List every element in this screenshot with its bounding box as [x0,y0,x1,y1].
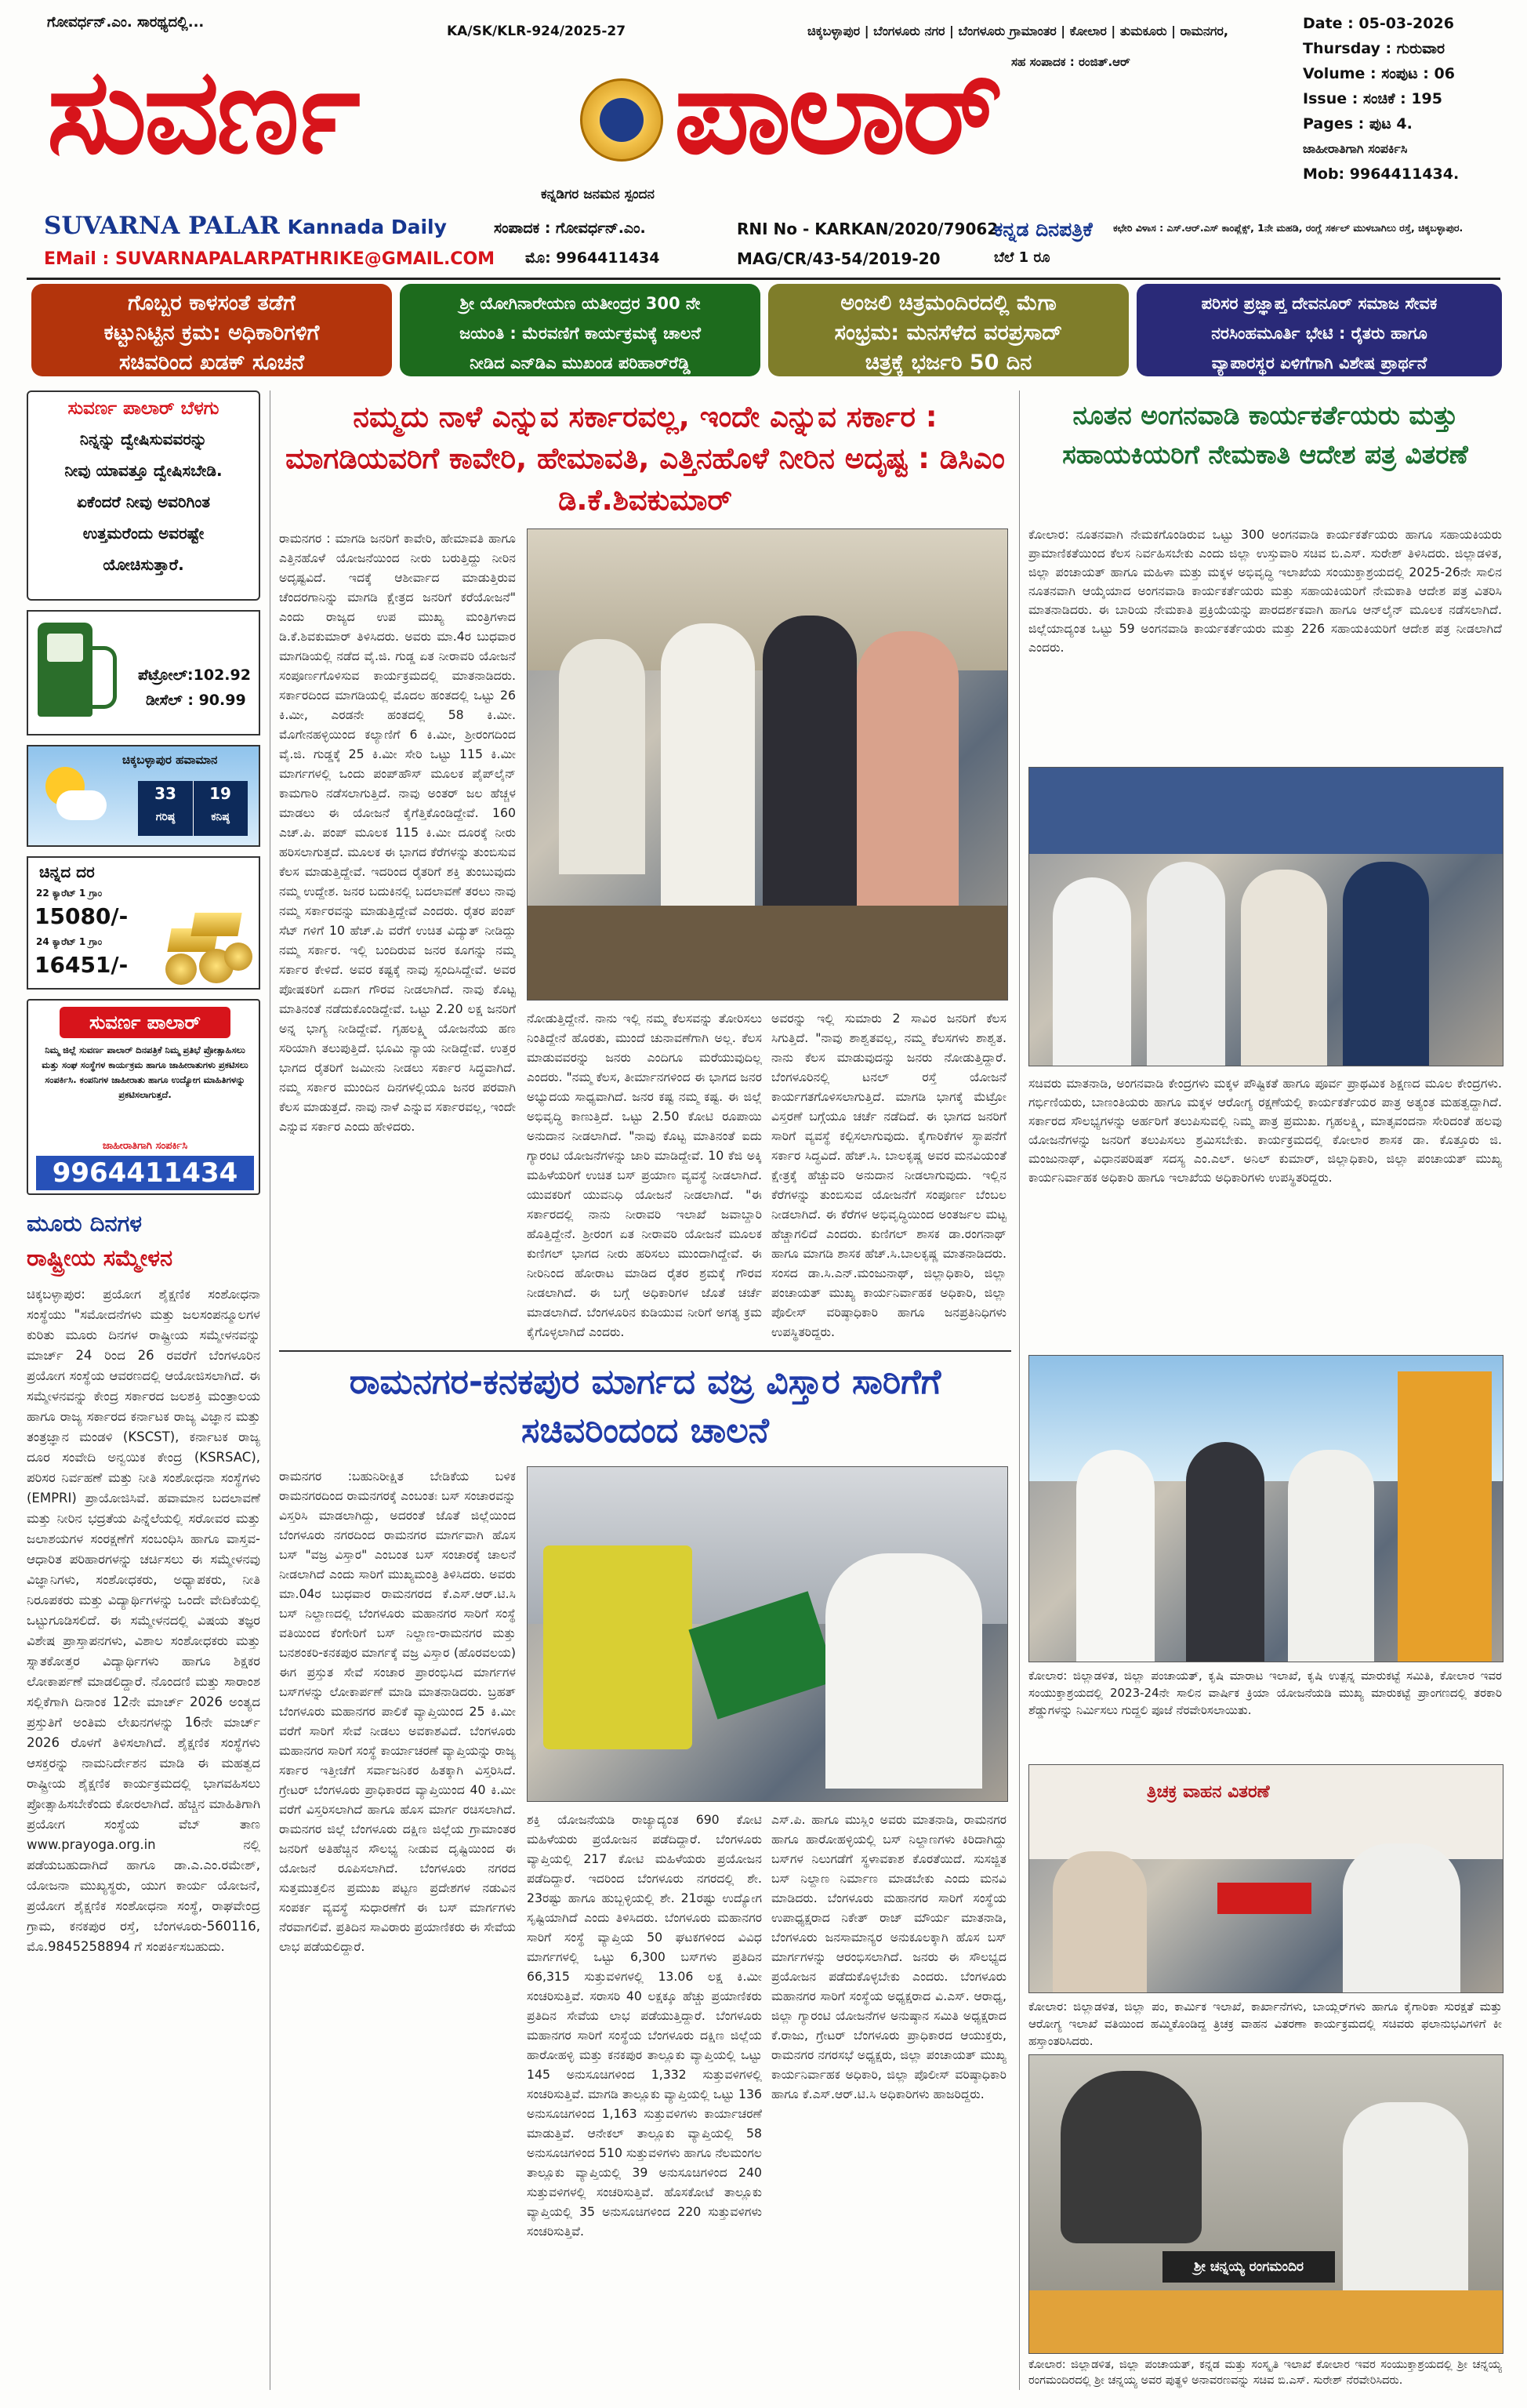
promo-box-fertilizer[interactable] [31,284,392,376]
thought-line: ಯೋಚಿಸುತ್ತಾರೆ. [103,555,184,574]
kannada-daily: ಕನ್ನಡ ದಿನಪತ್ರಿಕೆ [994,218,1093,241]
registration-number: KA/SK/KLR-924/2025-27 [447,24,626,39]
temp-max: 33 [154,784,176,803]
classified-phone[interactable]: 9964411434 [36,1156,254,1190]
statue-photo [1028,2054,1503,2354]
market-shed-photo [1028,1355,1503,1662]
tricycle-caption: ಕೋಲಾರ: ಜಿಲ್ಲಾಡಳಿತ, ಜಿಲ್ಲಾ ಪಂ, ಕಾರ್ಮಿಕ ಇಲಾಖೆ, ಕಾರ್ಖಾನೆಗಳು, ಬಾಯ್ಲರ್‌ಗಳು ಹಾಗೂ ಕೈಗಾರಿಕಾ ಸುರಕ್ಷತೆ ಮತ್ತು ಆರೋಗ್ಯ ಇಲಾಖೆ ವತಿಯಿಂದ ಹಮ್ಮಿಕೊಂಡಿದ್ದ ತ್ರಿಚಕ್ರ ವಾಹನ ವಿತರಣಾ ಕಾರ್ಯಕ್ರಮದಲ್ಲಿ ಸಚಿವರು ಫಲಾನುಭವಿಗಳಿಗೆ ಕೀ ಹಸ್ತಾಂತರಿಸಿದರು. [1028,1999,1502,2048]
temp-min-label: ಕನಿಷ್ಠ [211,811,230,823]
gold-22-price: 15080/- [34,903,129,929]
masthead-emblem [580,78,663,162]
story1-column-3: ಅವರನ್ನು ಇಲ್ಲಿ ಸುಮಾರು 2 ಸಾವಿರ ಜನರಿಗೆ ಕೆಲಸ ಸಿಗುತ್ತಿದೆ. "ನಾವು ಶಾಶ್ವತವಲ್ಲ, ನಮ್ಮ ಕೆಲಸಗಳು ಶಾಶ್ವತ. ನಾನು ಕೆಲಸ ಮಾಡುವುದನ್ನು ಜನರು ನೋಡುತ್ತಿದ್ದಾರೆ. ಬೆಂಗಳೂರಿನಲ್ಲಿ ಟನಲ್ ರಸ್ತೆ ಯೋಜನೆ ಕಾರ್ಯಗತಗೊಳಿಸಲಾಗುತ್ತಿದೆ. ಮಾಗಡಿ ಭಾಗಕ್ಕೆ ಮೆಟ್ರೋ ವಿಸ್ತರಣೆ ಬಗ್ಗೆಯೂ ಚರ್ಚೆ ನಡೆದಿದೆ. ಈ ಭಾಗದ ಜನರಿಗೆ ಸಾರಿಗೆ ವ್ಯವಸ್ಥೆ ಕಲ್ಪಿಸಲಾಗುವುದು. ಕೈಗಾರಿಕೆಗಳ ಸ್ಥಾಪನೆಗೆ ಸರ್ಕಾರ ಸಿದ್ಧವಿದೆ. ಹೆಚ್.ಸಿ. ಬಾಲಕೃಷ್ಣ ಅವರ ಮನವಿಯಂತೆ ಕ್ಷೇತ್ರಕ್ಕೆ ಹೆಚ್ಚುವರಿ ಅನುದಾನ ನೀಡಲಾಗುವುದು. ಇಲ್ಲಿನ ಕೆರೆಗಳನ್ನು ತುಂಬಿಸುವ ಯೋಜನೆಗೆ ಸಂಪೂರ್ಣ ಬೆಂಬಲ ನೀಡಲಾಗಿದೆ. ಈ ಕೆರೆಗಳ ಅಭಿವೃದ್ಧಿಯಿಂದ ಅಂತರ್ಜಲ ಮಟ್ಟ ಹೆಚ್ಚಾಗಲಿದೆ ಎಂದರು. ಕುಣಿಗಲ್ ಶಾಸಕ ಡಾ.ರಂಗನಾಥ್ ಹಾಗೂ ಮಾಗಡಿ ಶಾಸಕ ಹೆಚ್.ಸಿ.ಬಾಲಕೃಷ್ಣ ಮಾತನಾಡಿದರು. ಸಂಸದ ಡಾ.ಸಿ.ಎನ್.ಮಂಜುನಾಥ್, ಜಿಲ್ಲಾಧಿಕಾರಿ, ಜಿಲ್ಲಾ ಪಂಚಾಯತ್ ಮುಖ್ಯ ಕಾರ್ಯನಿರ್ವಾಹಕ ಅಧಿಕಾರಿ, ಜಿಲ್ಲಾ ಪೊಲೀಸ್ ವರಿಷ್ಠಾಧಿಕಾರಿ ಹಾಗೂ ಜನಪ್ರತಿನಿಧಿಗಳು ಉಪಸ್ಥಿತರಿದ್ದರು. [771,1011,1007,1339]
temperature-panel [138,781,248,836]
gold-title: ಚಿನ್ನದ ದರ [39,863,95,881]
rni-number: RNI No - KARKAN/2020/79062 [737,220,999,238]
price: ಬೆಲೆ 1 ರೂ [994,249,1050,266]
thought-box [27,390,260,601]
promo-line: ಪರಿಸರ ಪ್ರಜ್ಞಾಪ್ತ ದೇವನೂರ್ ಸಮಾಜ ಸೇವಕ [1201,294,1438,313]
promo-line: ನರಸಿಂಹಮೂರ್ತಿ ಭೇಟಿ : ರೈತರು ಹಾಗೂ [1211,324,1427,343]
left-story-headline [27,1206,260,1275]
thought-line: ಏಕೆಂದರೆ ನೀವು ಅವರಿಗಿಂತ [77,492,210,511]
tricycle-photo [1028,1764,1503,1993]
promo-line: ಸಚಿವರಿಂದ ಖಡಕ್ ಸೂಚನೆ [118,350,305,375]
masthead-subbar [0,205,1527,279]
promo-line: ಚಿತ್ರಕ್ಕೆ ಭರ್ಜರಿ 50 ದಿನ [865,350,1032,375]
promo-line: ವ್ಯಾಪಾರಸ್ಥರ ಏಳಿಗೆಗಾಗಿ ವಿಶೇಷ ಪ್ರಾರ್ಥನೆ [1211,354,1427,372]
story2-column-2: ಶಕ್ತಿ ಯೋಜನೆಯಡಿ ರಾಜ್ಯಾದ್ಯಂತ 690 ಕೋಟಿ ಮಹಿಳೆಯರು ಪ್ರಯೋಜನ ಪಡೆದಿದ್ದಾರೆ. ಬೆಂಗಳೂರು ವ್ಯಾಪ್ತಿಯಲ್ಲಿ 217 ಕೋಟಿ ಮಹಿಳೆಯರು ಪ್ರಯೋಜನ ಪಡೆದಿದ್ದಾರೆ. ಇದರಿಂದ ಬೆಂಗಳೂರು ನಗರದಲ್ಲಿ ಶೇ. 23ರಷ್ಟು ಹಾಗೂ ಹುಬ್ಬಳ್ಳಿಯಲ್ಲಿ ಶೇ. 21ರಷ್ಟು ಉದ್ಯೋಗ ಸೃಷ್ಟಿಯಾಗಿದೆ ಎಂದು ತಿಳಿಸಿದರು. ಬೆಂಗಳೂರು ಮಹಾನಗರ ಸಾರಿಗೆ ಸಂಸ್ಥೆ ವ್ಯಾಪ್ತಿಯ 50 ಘಟಕಗಳಿಂದ ವಿವಿಧ ಮಾರ್ಗಗಳಲ್ಲಿ ಒಟ್ಟು 6,300 ಬಸ್‌ಗಳು ಪ್ರತಿದಿನ 66,315 ಸುತ್ತುವಳಿಗಳಲ್ಲಿ 13.06 ಲಕ್ಷ ಕಿ.ಮೀ ಸಂಚರಿಸುತ್ತಿವೆ. ಸರಾಸರಿ 40 ಲಕ್ಷಕ್ಕೂ ಹೆಚ್ಚು ಪ್ರಯಾಣಿಕರು ಪ್ರತಿದಿನ ಸೇವೆಯ ಲಾಭ ಪಡೆಯುತ್ತಿದ್ದಾರೆ. ಬೆಂಗಳೂರು ಮಹಾನಗರ ಸಾರಿಗೆ ಸಂಸ್ಥೆಯ ಬೆಂಗಳೂರು ದಕ್ಷಿಣ ಜಿಲ್ಲೆಯ ಹಾರೋಹಳ್ಳಿ ಮತ್ತು ಕನಕಪುರ ತಾಲ್ಲೂಕು ವ್ಯಾಪ್ತಿಯಲ್ಲಿ ಒಟ್ಟು 145 ಅನುಸೂಚಿಗಳಿಂದ 1,332 ಸುತ್ತುವಳಿಗಳಲ್ಲಿ ಸಂಚರಿಸುತ್ತಿವೆ. ಮಾಗಡಿ ತಾಲ್ಲೂಕು ವ್ಯಾಪ್ತಿಯಲ್ಲಿ ಒಟ್ಟು 136 ಅನುಸೂಚಿಗಳಿಂದ 1,163 ಸುತ್ತುವಳಿಗಳು ಕಾರ್ಯಾಚರಣೆ ಮಾಡುತ್ತಿವೆ. ಆನೇಕಲ್ ತಾಲ್ಲೂಕು ವ್ಯಾಪ್ತಿಯಲ್ಲಿ 58 ಅನುಸೂಚಿಗಳಿಂದ 510 ಸುತ್ತುವಳಿಗಳು ಹಾಗೂ ನೆಲಮಂಗಲ ತಾಲ್ಲೂಕು ವ್ಯಾಪ್ತಿಯಲ್ಲಿ 39 ಅನುಸೂಚಿಗಳಿಂದ 240 ಸುತ್ತುವಳಿಗಳಲ್ಲಿ ಸಂಚರಿಸುತ್ತಿವೆ. ಹೊಸಕೋಟೆ ತಾಲ್ಲೂಕು ವ್ಯಾಪ್ತಿಯಲ್ಲಿ 35 ಅನುಸೂಚಿಗಳಿಂದ 220 ಸುತ್ತುವಳಿಗಳು ಸಂಚರಿಸುತ್ತಿವೆ. [527,1812,762,2239]
gold-24-price: 16451/- [34,952,129,978]
thought-line: ನೀವು ಯಾವತ್ತೂ ದ್ವೇಷಿಸಬೇಡಿ. [64,461,223,480]
promo-line: ಜಯಂತಿ : ಮೆರವಣಿಗೆ ಕಾರ್ಯಕ್ರಮಕ್ಕೆ ಚಾಲನೆ [459,324,701,343]
thought-line: ನಿನ್ನನ್ನು ದ್ವೇಷಿಸುವವರನ್ನು [79,430,208,449]
editor-mobile: ಮೊ: 9964411434 [525,249,660,267]
classified-title: ಸುವರ್ಣ ಪಾಲಾರ್ [60,1007,230,1038]
weather-box [27,745,260,847]
gold-price-box [27,856,260,990]
statue-caption: ಕೋಲಾರ: ಜಿಲ್ಲಾಡಳಿತ, ಜಿಲ್ಲಾ ಪಂಚಾಯತ್, ಕನ್ನಡ ಮತ್ತು ಸಂಸ್ಕೃತಿ ಇಲಾಖೆ ಕೋಲಾರ ಇವರ ಸಂಯುಕ್ತಾಶ್ರಯದಲ್ಲಿ ಶ್ರೀ ಚನ್ನಯ್ಯ ರಂಗಮಂದಿರದಲ್ಲಿ ಶ್ರೀ ಚನ್ನಯ್ಯ ಅವರ ಪುತ್ಥಳಿ ಅನಾವರಣವನ್ನು ಸಚಿವ ಬಿ.ಎಸ್. ಸುರೇಶ್ ನೆರವೇರಿಸಿದರು. [1028,2359,1502,2387]
logo-left-word: ಸುವರ್ಣ [47,44,357,180]
promo-line: ಸಂಭ್ರಮ: ಮನಸೆಳೆದ ವರಪ್ರಸಾದ್ [834,321,1063,345]
sun-cloud-icon [38,764,108,826]
thought-text [36,423,251,580]
brand-daily: Kannada Daily [287,216,447,238]
email-address[interactable]: EMail : SUVARNAPALARPATHRIKE@GMAIL.COM [44,249,495,269]
anganwadi-photo [1028,767,1503,1066]
promo-line: ನೀಡಿದ ಎನ್‌ಡಿಎ ಮುಖಂಡ ಪರಿಹಾರ್‌ರೆಡ್ಡಿ [470,354,691,372]
classified-text: ನಿಮ್ಮ ಜಿಲ್ಲೆ ಸುವರ್ಣ ಪಾಲಾರ್ ದಿನಪತ್ರಿಕೆ ನಿಮ್ಮ ಪ್ರತಿಭೆ ಪ್ರೋತ್ಸಾಹಿಸಲು ಮತ್ತು ಸಂಘ ಸಂಸ್ಥೆಗಳ ಕಾರ್ಯಕ್ರಮ ಹಾಗೂ ಜಾಹೀರಾತುಗಳು ಪ್ರಕಟಿಸಲು ಸಂಪರ್ಕಿಸಿ. ಕಂಪನಿಗಳ ಜಾಹೀರಾತು ಹಾಗೂ ಉದ್ಯೋಗ ಮಾಹಿತಿಗಳನ್ನು ಪ್ರಕಟಿಸಲಾಗುತ್ತದೆ. [42,1044,248,1100]
market-shed-caption: ಕೋಲಾರ: ಜಿಲ್ಲಾಡಳಿತ, ಜಿಲ್ಲಾ ಪಂಚಾಯತ್, ಕೃಷಿ ಮಾರಾಟ ಇಲಾಖೆ, ಕೃಷಿ ಉತ್ಪನ್ನ ಮಾರುಕಟ್ಟೆ ಸಮಿತಿ, ಕೋಲಾರ ಇವರ ಸಂಯುಕ್ತಾಶ್ರಯದಲ್ಲಿ 2023-24ನೇ ಸಾಲಿನ ವಾರ್ಷಿಕ ಕ್ರಿಯಾ ಯೋಜನೆಯಡಿ ಮುಖ್ಯ ಮಾರುಕಟ್ಟೆ ಪ್ರಾಂಗಣದಲ್ಲಿ ತರಕಾರಿ ಶೆಡ್ಡುಗಳನ್ನು ನಿರ್ಮಿಸಲು ಗುದ್ದಲಿ ಪೂಜೆ ನೆರವೇರಿಸಲಾಯಿತು. [1028,1669,1502,1717]
tricycle-banner: ತ್ರಿಚಕ್ರ ವಾಹನ ವಿತರಣೆ [1147,1782,1270,1802]
promo-box-jayanti[interactable] [400,284,760,376]
right-headline: ನೂತನ ಅಂಗನವಾಡಿ ಕಾರ್ಯಕರ್ತೆಯರು ಮತ್ತು ಸಹಾಯಕಿಯರಿಗೆ ನೇಮಕಾತಿ ಆದೇಶ ಪತ್ರ ವಿತರಣೆ [1062,400,1468,470]
story2-photo [527,1466,1008,1802]
mag-number: MAG/CR/43-54/2019-20 [737,249,941,268]
districts-list: ಚಿಕ್ಕಬಳ್ಳಾಪುರ | ಬೆಂಗಳೂರು ನಗರ | ಬೆಂಗಳೂರು ಗ್ರಾಮಾಂತರ | ಕೋಲಾರ | ತುಮಕೂರು | ರಾಮನಗರ, [807,24,1228,38]
issue-day: Thursday : ಗುರುವಾರ [1303,40,1445,57]
story2-headline: ರಾಮನಗರ-ಕನಕಪುರ ಮಾರ್ಗದ ವಜ್ರ ವಿಸ್ತಾರ ಸಾರಿಗೆಗೆ ಸಚಿವರಿಂದಂದ ಚಾಲನೆ [349,1362,941,1451]
classified-contact-label: ಜಾಹೀರಾತಿಗಾಗಿ ಸಂಪರ್ಕಿಸಿ [102,1140,188,1152]
promo-line: ಅಂಜಲಿ ಚಿತ್ರಮಂದಿರದಲ್ಲಿ ಮೆಗಾ [840,291,1057,315]
mobile-number: Mob: 9964411434. [1303,165,1460,183]
left-story-body: ಚಿಕ್ಕಬಳ್ಳಾಪುರ: ಪ್ರಯೋಗ ಶೈಕ್ಷಣಿಕ ಸಂಶೋಧನಾ ಸಂಸ್ಥೆಯು "ಸಮೋದನೆಗಳು ಮತ್ತು ಜಲಸಂಪನ್ಮೂಲಗಳ ಕುರಿತು ಮೂರು ದಿನಗಳ ರಾಷ್ಟ್ರೀಯ ಸಮ್ಮೇಳನವನ್ನು ಮಾರ್ಚ್ 24 ರಿಂದ 26 ರವರೆಗೆ ಬೆಂಗಳೂರಿನ ಪ್ರಯೋಗ ಸಂಸ್ಥೆಯ ಆವರಣದಲ್ಲಿ ಆಯೋಜಿಸಲಾಗಿದೆ. ಈ ಸಮ್ಮೇಳನವನ್ನು ಕೇಂದ್ರ ಸರ್ಕಾರದ ಜಲಶಕ್ತಿ ಮಂತ್ರಾಲಯ ಹಾಗೂ ರಾಜ್ಯ ಸರ್ಕಾರದ ಕರ್ನಾಟಕ ರಾಜ್ಯ ವಿಜ್ಞಾನ ಮತ್ತು ತಂತ್ರಜ್ಞಾನ ಮಂಡಳಿ (KSCST), ಕರ್ನಾಟಕ ರಾಜ್ಯ ದೂರ ಸಂವೇದಿ ಅನ್ವಯಿಕ ಕೇಂದ್ರ (KSRSAC), ಪರಿಸರ ನಿರ್ವಹಣೆ ಮತ್ತು ನೀತಿ ಸಂಶೋಧನಾ ಸಂಸ್ಥೆಗಳು (EMPRI) ಪ್ರಾಯೋಜಿಸಿವೆ. ಹವಾಮಾನ ಬದಲಾವಣೆ ಮತ್ತು ನೀರಿನ ಭದ್ರತೆಯ ಪಿನ್ನೆಲೆಯಲ್ಲಿ ಸರೋವರ ಮತ್ತು ಜಲಾಶಯಗಳ ಸಂರಕ್ಷಣೆಗೆ ಸಂಬಂಧಿಸಿ ಹಾಗೂ ವಾಸ್ತವ-ಆಧಾರಿತ ಪರಿಹಾರಗಳನ್ನು ಚರ್ಚಿಸಲು ಈ ಸಮ್ಮೇಳನವು ವಿಜ್ಞಾನಿಗಳು, ಸಂಶೋಧಕರು, ಅಧ್ಯಾಪಕರು, ನೀತಿ ನಿರೂಪಕರು ಮತ್ತು ವಿದ್ಯಾರ್ಥಿಗಳನ್ನು ಒಂದೇ ವೇದಿಕೆಯಲ್ಲಿ ಒಟ್ಟುಗೂಡಿಸಲಿದೆ. ಈ ಸಮ್ಮೇಳನದಲ್ಲಿ ವಿಷಯ ತಜ್ಞರ ವಿಶೇಷ ಪ್ರಾಸ್ತಾಪನಗಳು, ವಿಶಾಲ ಸಂಶೋಧಕರು ಮತ್ತು ಸ್ನಾತಕೋತ್ತರ ವಿದ್ಯಾರ್ಥಿಗಳು ಹಾಗೂ ಶಿಕ್ಷಕರ ಲೋಕಾರ್ಪಣೆ ಮಾಡಲಿದ್ದಾರೆ. ನೊಂದಣಿ ಮತ್ತು ಸಾರಾಂಶ ಸಲ್ಲಿಕೆಗಾಗಿ ದಿನಾಂಕ 12ನೇ ಮಾರ್ಚ್ 2026 ಅಂತ್ಯದ ಪ್ರಸ್ತುತಿಗೆ ಅಂತಿಮ ಲೇಖನಗಳನ್ನು 16ನೇ ಮಾರ್ಚ್ 2026 ರೊಳಗೆ ತಿಳಿಸಲಾಗಿದೆ. ಶೈಕ್ಷಣಿಕ ಸಂಸ್ಥೆಗಳು ಆಸಕ್ತರನ್ನು ನಾಮನಿರ್ದೇಶನ ಮಾಡಿ ಈ ಮಹತ್ವದ ರಾಷ್ಟ್ರೀಯ ಶೈಕ್ಷಣಿಕ ಕಾರ್ಯಕ್ರಮದಲ್ಲಿ ಭಾಗವಹಿಸಲು ಪ್ರೋತ್ಸಾಹಿಸಬೇಕೆಂದು ಕೋರಲಾಗಿದೆ. ಹೆಚ್ಚಿನ ಮಾಹಿತಿಗಾಗಿ ಪ್ರಯೋಗ ಸಂಸ್ಥೆಯ ವೆಬ್ ತಾಣ www.prayoga.org.in ನಲ್ಲಿ ಪಡೆಯಬಹುದಾಗಿದೆ ಹಾಗೂ ಡಾ.ಎ.ಎಂ.ರಮೇಶ್, ಯೋಜನಾ ಮುಖ್ಯಸ್ಥರು, ಯುಗ ಕಾರ್ಯ ಯೋಜನೆ, ಪ್ರಯೋಗ ಶೈಕ್ಷಣಿಕ ಸಂಶೋಧನಾ ಸಂಸ್ಥೆ, ರಾಘವೇಂದ್ರ ಗ್ರಾಮ, ಕನಕಪುರ ರಸ್ತೆ, ಬೆಂಗಳೂರು-560116, ಮೊ.9845258894 ಗೆ ಸಂಪರ್ಕಿಸಬಹುದು. [27,1287,260,1954]
gold-22-label: 22 ಕ್ಯಾರೆಟ್ 1 ಗ್ರಾಂ [36,888,103,899]
masthead-rule [27,278,1500,280]
promo-line: ಗೊಬ್ಬರ ಕಾಳಸಂತೆ ತಡೆಗೆ [128,291,296,315]
thought-title: ಸುವರ್ಣ ಪಾಲಾರ್ ಬೆಳಗು [36,398,251,419]
left-sidebar [27,390,260,2398]
story2-column-3: ಎಸ್.ಪಿ. ಹಾಗೂ ಮುಸ್ಲಿಂ ಅವರು ಮಾತನಾಡಿ, ರಾಮನಗರ ಹಾಗೂ ಹಾರೋಹಳ್ಳಿಯಲ್ಲಿ ಬಸ್ ನಿಲ್ದಾಣಗಳು ಕಿರಿದಾಗಿದ್ದು ಬಸ್‌ಗಳ ನಿಲುಗಡೆಗೆ ಸ್ಥಳಾವಕಾಶ ಕೊರತೆಯಿದೆ. ಸುಸಜ್ಜಿತ ಬಸ್ ನಿಲ್ದಾಣ ನಿರ್ಮಾಣ ಮಾಡಬೇಕು ಎಂದು ಮನವಿ ಮಾಡಿದರು. ಬೆಂಗಳೂರು ಮಹಾನಗರ ಸಾರಿಗೆ ಸಂಸ್ಥೆಯ ಉಪಾಧ್ಯಕ್ಷರಾದ ನಿಕೇತ್ ರಾಜ್ ಮೌರ್ಯ ಮಾತನಾಡಿ, ಬೆಂಗಳೂರು ಜನಸಾಮಾನ್ಯರ ಅನುಕೂಲಕ್ಕಾಗಿ ಹೊಸ ಬಸ್ ಮಾರ್ಗಗಳನ್ನು ಆರಂಭಿಸಲಾಗಿದೆ. ಜನರು ಈ ಸೌಲಭ್ಯದ ಪ್ರಯೋಜನ ಪಡೆದುಕೊಳ್ಳಬೇಕು ಎಂದರು. ಬೆಂಗಳೂರು ಮಹಾನಗರ ಸಾರಿಗೆ ಸಂಸ್ಥೆಯ ಅಧ್ಯಕ್ಷರಾದ ವಿ.ಎಸ್. ಆರಾಧ್ಯ, ಜಿಲ್ಲಾ ಗ್ಯಾರಂಟಿ ಯೋಜನೆಗಳ ಅನುಷ್ಠಾನ ಸಮಿತಿ ಅಧ್ಯಕ್ಷರಾದ ಕೆ.ರಾಜು, ಗ್ರೇಟರ್ ಬೆಂಗಳೂರು ಪ್ರಾಧಿಕಾರದ ಆಯುಕ್ತರು, ರಾಮನಗರ ನಗರಸಭೆ ಅಧ್ಯಕ್ಷರು, ಜಿಲ್ಲಾ ಪಂಚಾಯತ್ ಮುಖ್ಯ ಕಾರ್ಯನಿರ್ವಾಹಕ ಅಧಿಕಾರಿ, ಜಿಲ್ಲಾ ಪೊಲೀಸ್ ವರಿಷ್ಠಾಧಿಕಾರಿ ಹಾಗೂ ಕೆ.ಎಸ್.ಆರ್.ಟಿ.ಸಿ ಅಧಿಕಾರಿಗಳು ಹಾಜರಿದ್ದರು. [771,1812,1007,2101]
brand-line [44,212,447,240]
main-headline-text: ನಮ್ಮದು ನಾಳೆ ಎನ್ನುವ ಸರ್ಕಾರವಲ್ಲ, ಇಂದೇ ಎನ್ನುವ ಸರ್ಕಾರ : ಮಾಗಡಿಯವರಿಗೆ ಕಾವೇರಿ, ಹೇಮಾವತಿ, ಎತ್ತಿನಹೊಳೆ ನೀರಿನ ಅದೃಷ್ಟ : ಡಿಸಿಎಂ ಡಿ.ಕೆ.ಶಿವಕುಮಾರ್ [285,400,1005,517]
weather-title: ಚಿಕ್ಕಬಳ್ಳಾಪುರ ಹವಾಮಾನ [122,753,218,767]
editor-name: ಸಂಪಾದಕ : ಗೋವರ್ಧನ್.ಎಂ. [494,220,646,237]
story1-column-1: ರಾಮನಗರ : ಮಾಗಡಿ ಜನರಿಗೆ ಕಾವೇರಿ, ಹೇಮಾವತಿ ಹಾಗೂ ಎತ್ತಿನಹೊಳೆ ಯೋಜನೆಯಿಂದ ನೀರು ಬರುತ್ತಿದ್ದು ನೀರಿನ ಅದೃಷ್ಟವಿದೆ. ಇದಕ್ಕೆ ಆಶೀರ್ವಾದ ಮಾಡುತ್ತಿರುವ ಚೆಂದರಗಾನಿನ್ನು ಮಾಗಡಿ ಕ್ಷೇತ್ರದ ಜನರಿಗೆ ಕರೆಯೋಜನೆ" ಎಂದು ರಾಜ್ಯದ ಉಪ ಮುಖ್ಯ ಮಂತ್ರಿಗಳಾದ ಡಿ.ಕೆ.ಶಿವಕುಮಾರ್ ತಿಳಿಸಿದರು. ಅವರು ಮಾ.4ರ ಬುಧವಾರ ಮಾಗಡಿಯಲ್ಲಿ ನಡೆದ ವೈ.ಜಿ. ಗುಡ್ಡ ಏತ ನೀರಾವರಿ ಯೋಜನೆ ಸಂಪೂರ್ಣಗೊಳಿಸುವ ಕಾರ್ಯಕ್ರಮದಲ್ಲಿ ಮಾತನಾಡಿದರು. ಸರ್ಕಾರದಿಂದ ಮಾಗಡಿಯಲ್ಲಿ ಮೊದಲ ಹಂತದಲ್ಲಿ ಒಟ್ಟು 26 ಕಿ.ಮೀ, ಎರಡನೇ ಹಂತದಲ್ಲಿ 58 ಕಿ.ಮೀ. ಮೊಗೇನಹಳ್ಳಿಯಿಂದ ಕಲ್ಯಾಣಿಗೆ 6 ಕಿ.ಮೀ, ಶ್ರೀರಂಗದಿಂದ ವೈ.ಜಿ. ಗುಡ್ಡಕ್ಕೆ 25 ಕಿ.ಮೀ ಸೇರಿ ಒಟ್ಟು 115 ಕಿ.ಮೀ ಮಾರ್ಗಗಳಲ್ಲಿ ಒಂದು ಪಂಪ್‌ಹೌಸ್ ಮೂಲಕ ಪೈಪ್‌ಲೈನ್ ಕಾಮಗಾರಿ ನಡೆಸಲಾಗುತ್ತಿದೆ. ನಾವು ಅಂತರ್ ಜಲ ಹೆಚ್ಚಳ ಮಾಡಲು ಈ ಯೋಜನೆ ಕೈಗೆತ್ತಿಕೊಂಡಿದ್ದೇವೆ. 160 ಎಚ್.ಪಿ. ಪಂಪ್ ಮೂಲಕ 115 ಕಿ.ಮೀ ದೂರಕ್ಕೆ ನೀರು ಹರಿಸಲಾಗುತ್ತದೆ. ಮೂಲಕ ಈ ಭಾಗದ ಕೆರೆಗಳನ್ನು ತುಂಬಿಸುವ ಕೆಲಸ ಮಾಡುತ್ತಿದ್ದೇವೆ. ಇದರಿಂದ ರೈತರಿಗೆ ಶಕ್ತಿ ತುಂಬುವುದು ನಮ್ಮ ಉದ್ದೇಶ. ಜನರ ಬದುಕಿನಲ್ಲಿ ಬದಲಾವಣೆ ತರಲು ನಾವು ನಮ್ಮ ಸರ್ಕಾರವನ್ನು ಮಾಡುತ್ತಿದ್ದೇವೆ ಎಂದರು. ರೈತರ ಪಂಪ್ ಸೆಟ್ ಗಳಿಗೆ 10 ಹೆಚ್.ಪಿ ವರೆಗೆ ಉಚಿತ ವಿದ್ಯುತ್ ನೀಡಿದ್ದು ನಮ್ಮ ಸರ್ಕಾರ. ಇಲ್ಲಿ ಬಂದಿರುವ ಜನರ ಕೂಗನ್ನು ನಮ್ಮ ಸರ್ಕಾರ ಕೇಳಿದೆ. ಅವರ ಕಷ್ಟಕ್ಕೆ ನಾವು ಸ್ಪಂದಿಸಿದ್ದೇವೆ. ಅವರ ಪೋಷಕರಿಗೆ ಏದಾಗ ಗೌರವ ನೀಡಲಾಗಿದೆ. ನಾವು ಕೊಟ್ಟ ಮಾತಿನಂತೆ ನಡೆದುಕೊಂಡಿದ್ದೇವೆ. ಒಟ್ಟು 2.20 ಲಕ್ಷ ಜನರಿಗೆ ಅನ್ನ ಭಾಗ್ಯ ನೀಡಿದ್ದೇವೆ. ಗೃಹಲಕ್ಷ್ಮಿ ಯೋಜನೆಯ ಹಣ ಸರಿಯಾಗಿ ತಲುಪುತ್ತಿದೆ. ಭೂಮಿ ನ್ಯಾಯ ನೀಡಿದ್ದೇವೆ. ಉತ್ತರ ಭಾಗದ ರೈತರಿಗೆ ಜಮೀನು ನೀಡಲು ಸರ್ಕಾರ ಸಿದ್ಧವಾಗಿದೆ. ನಮ್ಮ ಸರ್ಕಾರ ಮುಂದಿನ ದಿನಗಳಲ್ಲಿಯೂ ಜನರ ಪರವಾಗಿ ಕೆಲಸ ಮಾಡುತ್ತದೆ. ನಾವು ನಾಳೆ ಎನ್ನುವ ಸರ್ಕಾರವಲ್ಲ, ಇಂದೇ ಎನ್ನುವ ಸರ್ಕಾರ ಎಂದು ಹೇಳಿದರು. [279,531,516,1134]
promo-line: ಶ್ರೀ ಯೋಗಿನಾರೇಯಣ ಯತೀಂದ್ರರ 300 ನೇ [459,294,701,313]
office-address: ಕಛೇರಿ ವಿಳಾಸ : ಎಸ್.ಆರ್.ಎಸ್ ಕಾಂಪ್ಲೆಕ್ಸ್, 1ನೇ ಮಹಡಿ, ರಂಗ್ಲೆ ಸರ್ಕಲ್ ಮುಳಬಾಗಿಲು ರಸ್ತೆ, ಚಿಕ್ಕಬಳ್ಳಾಪುರ. [1113,222,1464,234]
issue-date: Date : 05-03-2026 [1303,15,1454,32]
issue-number: Issue : ಸಂಚಿಕೆ : 195 [1303,90,1443,107]
column-divider [1019,390,1020,2390]
story-divider [279,1350,1011,1352]
fuel-price-box [27,610,260,735]
statue-plaque: ಶ್ರೀ ಚನ್ನಯ್ಯ ರಂಗಮಂದಿರ [1162,2251,1335,2283]
left-story-head-line1: ಮೂರು ದಿನಗಳ [27,1210,143,1237]
gold-24-label: 24 ಕ್ಯಾರೆಟ್ 1 ಗ್ರಾಂ [36,936,103,947]
thought-line: ಉತ್ತಮರೆಂದು ಅವರಷ್ಟೇ [82,524,205,543]
masthead-byline: ಗೋವರ್ಧನ್.ಎಂ. ಸಾರಥ್ಯದಲ್ಲಿ... [47,14,205,31]
promo-line: ಕಟ್ಟುನಿಟ್ಟಿನ ಕ್ರಮ: ಅಧಿಕಾರಿಗಳಿಗೆ [103,321,320,345]
issue-volume: Volume : ಸಂಪುಟ : 06 [1303,65,1455,82]
left-story-head-line2: ರಾಷ್ಟ್ರೀಯ ಸಮ್ಮೇಳನ [27,1244,173,1271]
masthead-tagline: ಕನ್ನಡಿಗರ ಜನಮನ ಸ್ಪಂದನ [541,187,655,202]
promo-box-cinema[interactable] [768,284,1129,376]
temp-max-label: ಗರಿಷ್ಠ [155,811,176,823]
main-headline [279,396,1011,521]
diesel-price: ಡೀಸೆಲ್ : 90.99 [146,692,246,709]
promo-box-social-worker[interactable] [1137,284,1502,376]
story2-column-1: ರಾಮನಗರ :ಬಹುನಿರೀಕ್ಷಿತ ಬೇಡಿಕೆಯ ಬಳಿಕ ರಾಮನಗರದಿಂದ ರಾಮನಗರಕ್ಕೆ ಎಂಬಂತಃ ಬಸ್ ಸಂಚಾರವನ್ನು ವಿಸ್ತರಿಸಿ ಮಾಡಲಾಗಿದ್ದು, ಅದರಂತೆ ಜೊತೆ ಜಿಲ್ಲೆಯಿಂದ ಬೆಂಗಳೂರು ನಗರದಿಂದ ರಾಮನಗರ ಮಾರ್ಗವಾಗಿ ಹೊಸ ಬಸ್ "ವಜ್ರ ವಿಸ್ತಾರ" ಎಂಬಂತ ಬಸ್ ಸಂಚಾರಕ್ಕೆ ಚಾಲನೆ ನೀಡಲಾಗಿದೆ ಎಂದು ಸಾರಿಗೆ ಮುಖ್ಯಮಂತ್ರಿ ತಿಳಿಸಿದರು. ಅವರು ಮಾ.04ರ ಬುಧವಾರ ರಾಮನಗರದ ಕೆ.ಎಸ್.ಆರ್.ಟಿ.ಸಿ ಬಸ್ ನಿಲ್ದಾಣದಲ್ಲಿ ಬೆಂಗಳೂರು ಮಹಾನಗರ ಸಾರಿಗೆ ಸಂಸ್ಥೆ ವತಿಯಿಂದ ಕೆಂಗೇರಿಗೆ ಬಸ್ ನಿಲ್ದಾಣ-ರಾಮನಗರ ಮತ್ತು ಬನಶಂಕರಿ-ಕನಕಪುರ ಮಾರ್ಗಕ್ಕೆ ವಜ್ರ ವಿಸ್ತಾರ (ಹೊರವಲಯ) ಈಗ ಪ್ರಸ್ತುತ ಸೇವೆ ಸಂಚಾರ ಪ್ರಾರಂಭಿಸಿದ ಮಾರ್ಗಗಳ ಬಸ್‌ಗಳನ್ನು ಲೋಕಾರ್ಪಣೆ ಮಾಡಿ ಮಾತನಾಡಿದರು. ಬ್ರಹತ್ ಬೆಂಗಳೂರು ಮಹಾನಗರ ಪಾಲಿಕೆ ವ್ಯಾಪ್ತಿಯಿಂದ 25 ಕಿ.ಮೀ ವರೆಗೆ ಸಾರಿಗೆ ಸೇವೆ ನೀಡಲು ಅವಕಾಶವಿದೆ. ಬೆಂಗಳೂರು ಮಹಾನಗರ ಸಾರಿಗೆ ಸಂಸ್ಥೆ ಕಾರ್ಯಾಚರಣೆ ವ್ಯಾಪ್ತಿಯನ್ನು ರಾಜ್ಯ ಸರ್ಕಾರ ಇತ್ತೀಚೆಗೆ ಸರ್ವಾಜನಿಕರ ಹಿತಕ್ಕಾಗಿ ವಿಸ್ತರಿಸಿದೆ. ಗ್ರೇಟರ್ ಬೆಂಗಳೂರು ಪ್ರಾಧಿಕಾರದ ವ್ಯಾಪ್ತಿಯಿಂದ 40 ಕಿ.ಮೀ ವರೆಗೆ ವಿಸ್ತರಿಸಲಾಗಿದೆ ಹಾಗೂ ಹೊಸ ಮಾರ್ಗ ರಚಿಸಲಾಗಿದೆ. ರಾಮನಗರ ಜಿಲ್ಲೆ ಬೆಂಗಳೂರು ದಕ್ಷಿಣ ಜಿಲ್ಲೆಯ ಗ್ರಾಮಾಂತರ ಜನರಿಗೆ ಅತಿಹೆಚ್ಚಿನ ಸೌಲಭ್ಯ ನೀಡುವ ದೃಷ್ಟಿಯಿಂದ ಈ ಯೋಜನೆ ರೂಪಿಸಲಾಗಿದೆ. ಬೆಂಗಳೂರು ನಗರದ ಸುತ್ತಮುತ್ತಲಿನ ಪ್ರಮುಖ ಪಟ್ಟಣ ಪ್ರದೇಶಗಳ ನಡುವಿನ ಸಂಪರ್ಕ ವ್ಯವಸ್ಥೆ ಸುಧಾರಣೆಗೆ ಈ ಬಸ್ ಮಾರ್ಗಗಳು ನೆರವಾಗಲಿವೆ. ಪ್ರತಿದಿನ ಸಾವಿರಾರು ಪ್ರಯಾಣಿಕರು ಈ ಸೇವೆಯ ಲಾಭ ಪಡೆಯಲಿದ್ದಾರೆ. [279,1469,516,1954]
story1-photo [527,528,1008,1001]
petrol-price: ಪೆಟ್ರೋಲ್:102.92 [138,666,251,684]
ad-contact-label: ಜಾಹೀರಾತಿಗಾಗಿ ಸಂಪರ್ಕಿಸಿ [1303,141,1408,156]
brand-english: SUVARNA PALAR [44,212,280,240]
right-story-body-2: ಸಚಿವರು ಮಾತನಾಡಿ, ಅಂಗನವಾಡಿ ಕೇಂದ್ರಗಳು ಮಕ್ಕಳ ಪೌಷ್ಟಿಕತೆ ಹಾಗೂ ಪೂರ್ವ ಪ್ರಾಥಮಿಕ ಶಿಕ್ಷಣದ ಮೂಲ ಕೇಂದ್ರಗಳು. ಗರ್ಭಿಣಿಯರು, ಬಾಣಂತಿಯರು ಹಾಗೂ ಮಕ್ಕಳ ಆರೋಗ್ಯ ರಕ್ಷಣೆಯಲ್ಲಿ ಕಾರ್ಯಕರ್ತೆಯರ ಪಾತ್ರ ಅತ್ಯಂತ ಮಹತ್ವದ್ದಾಗಿದೆ. ಸರ್ಕಾರದ ಸೌಲಭ್ಯಗಳನ್ನು ಅರ್ಹರಿಗೆ ತಲುಪಿಸುವಲ್ಲಿ ನಿಮ್ಮ ಪಾತ್ರ ಪ್ರಮುಖ. ಗೃಹಲಕ್ಷ್ಮಿ, ಮಾತೃವಂದನಾ ಸೇರಿದಂತೆ ಹಲವು ಯೋಜನೆಗಳನ್ನು ಜನರಿಗೆ ತಲುಪಿಸಲು ಶ್ರಮಿಸಬೇಕು. ಕಾರ್ಯಕ್ರಮದಲ್ಲಿ ಕೋಲಾರ ಶಾಸಕ ಡಾ. ಕೊತ್ತೂರು ಜಿ. ಮಂಜುನಾಥ್, ವಿಧಾನಪರಿಷತ್ ಸದಸ್ಯ ಎಂ.ಎಲ್. ಅನಿಲ್ ಕುಮಾರ್, ಜಿಲ್ಲಾಧಿಕಾರಿ, ಜಿಲ್ಲಾ ಪಂಚಾಯತ್ ಮುಖ್ಯ ಕಾರ್ಯನಿರ್ವಾಹಕ ಅಧಿಕಾರಿ ಹಾಗೂ ಇಲಾಖೆಯ ಅಧಿಕಾರಿಗಳು ಉಪಸ್ಥಿತರಿದ್ದರು. [1028,1076,1502,1185]
logo-right-word: ಪಾಲಾರ್ [674,44,1000,180]
story1-column-2: ನೋಡುತ್ತಿದ್ದೇನೆ. ನಾನು ಇಲ್ಲಿ ನಮ್ಮ ಕೆಲಸವನ್ನು ತೋರಿಸಲು ನಿಂತಿದ್ದೇನೆ ಹೊರತು, ಮುಂದೆ ಚುನಾವಣೆಗಾಗಿ ಅಲ್ಲ. ಕೆಲಸ ಮಾಡುವವರನ್ನು ಜನರು ಎಂದಿಗೂ ಮರೆಯುವುದಿಲ್ಲ ಎಂದರು. "ನಮ್ಮ ಕೆಲಸ, ತೀರ್ಮಾನಗಳಿಂದ ಈ ಭಾಗದ ಜನರ ಅಭ್ಯುದಯ ಸಾಧ್ಯವಾಗಿದೆ. ಜನರ ಕಷ್ಟ ನಮ್ಮ ಕಷ್ಟ. ಈ ಜಿಲ್ಲೆ ಅಭಿವೃದ್ಧಿ ಕಾಣುತ್ತಿದೆ. ಒಟ್ಟು 2.50 ಕೋಟಿ ರೂಪಾಯಿ ಅನುದಾನ ನೀಡಲಾಗಿದೆ. "ನಾವು ಕೊಟ್ಟ ಮಾತಿನಂತೆ ಐದು ಗ್ಯಾರಂಟಿ ಯೋಜನೆಗಳನ್ನು ಜಾರಿ ಮಾಡಿದ್ದೇವೆ. 10 ಕೆಜಿ ಅಕ್ಕಿ ಮಹಿಳೆಯರಿಗೆ ಉಚಿತ ಬಸ್ ಪ್ರಯಾಣ ವ್ಯವಸ್ಥೆ ನೀಡಲಾಗಿದೆ. ಯುವಕರಿಗೆ ಯುವನಿಧಿ ಯೋಜನೆ ನೀಡಲಾಗಿದೆ. "ಈ ಸರ್ಕಾರದಲ್ಲಿ ನಾನು ನೀರಾವರಿ ಇಲಾಖೆ ಜವಾಬ್ದಾರಿ ಹೊತ್ತಿದ್ದೇನೆ. ಶ್ರೀರಂಗ ಏತ ನೀರಾವರಿ ಯೋಜನೆ ಮೂಲಕ ಕುಣಿಗಲ್ ಭಾಗದ ನೀರು ಹರಿಸಲು ಮುಂದಾಗಿದ್ದೇವೆ. ಈ ನೀರಿನಿಂದ ಹೋರಾಟ ಮಾಡಿದ ರೈತರ ಶ್ರಮಕ್ಕೆ ಗೌರವ ನೀಡಲಾಗಿದೆ. ಈ ಬಗ್ಗೆ ಅಧಿಕಾರಿಗಳ ಜೊತೆ ಚರ್ಚೆ ಮಾಡಲಾಗಿದೆ. ಬೆಂಗಳೂರಿನ ಕುಡಿಯುವ ನೀರಿಗೆ ಅಗತ್ಯ ಕ್ರಮ ಕೈಗೊಳ್ಳಲಾಗಿದೆ ಎಂದರು. [527,1011,762,1339]
right-story-body-1: ಕೋಲಾರ: ನೂತನವಾಗಿ ನೇಮಕಗೊಂಡಿರುವ ಒಟ್ಟು 300 ಅಂಗನವಾಡಿ ಕಾರ್ಯಕರ್ತೆಯರು ಹಾಗೂ ಸಹಾಯಕಿಯರು ಪ್ರಾಮಾಣಿಕತೆಯಿಂದ ಕೆಲಸ ನಿರ್ವಹಿಸಬೇಕು ಎಂದು ಜಿಲ್ಲಾ ಉಸ್ತುವಾರಿ ಸಚಿವ ಬಿ.ಎಸ್. ಸುರೇಶ್ ತಿಳಿಸಿದರು. ಜಿಲ್ಲಾಡಳಿತ, ಜಿಲ್ಲಾ ಪಂಚಾಯತ್ ಹಾಗೂ ಮಹಿಳಾ ಮತ್ತು ಮಕ್ಕಳ ಅಭಿವೃದ್ಧಿ ಇಲಾಖೆಯ ಸಂಯುಕ್ತಾಶ್ರಯದಲ್ಲಿ 2025-26ನೇ ಸಾಲಿನ ನೂತನವಾಗಿ ಆಯ್ಕೆಯಾದ ಅಂಗನವಾಡಿ ಕಾರ್ಯಕರ್ತೆಯರು ಮತ್ತು ಸಹಾಯಕಿಯರಿಗೆ ನೇಮಕಾತಿ ಆದೇಶ ಪತ್ರ ವಿತರಿಸಿ ಮಾತನಾಡಿದರು. ಈ ಬಾರಿಯ ನೇಮಕಾತಿ ಪ್ರಕ್ರಿಯೆಯನ್ನು ಪಾರದರ್ಶಕವಾಗಿ ಹಾಗೂ ಆನ್‌ಲೈನ್ ಮೂಲಕ ನಡೆಸಲಾಗಿದೆ. ಜಿಲ್ಲೆಯಾದ್ಯಂತ ಒಟ್ಟು 59 ಅಂಗನವಾಡಿ ಕಾರ್ಯಕರ್ತೆಯರು ಮತ್ತು 226 ಸಹಾಯಕಿಯರಿಗೆ ಆದೇಶ ಪತ್ರ ನೀಡಲಾಗಿದೆ ಎಂದರು. [1028,527,1502,655]
classified-ad-box [27,999,260,1195]
gold-coins-icon [161,897,254,983]
fuel-pump-icon [38,623,92,717]
issue-info-box [1303,11,1514,187]
co-editor: ಸಹ ಸಂಪಾದಕ : ರಂಜಿತ್.ಆರ್ [1011,55,1130,69]
issue-pages: Pages : ಪುಟ 4. [1303,115,1413,133]
temp-min: 19 [209,784,231,803]
